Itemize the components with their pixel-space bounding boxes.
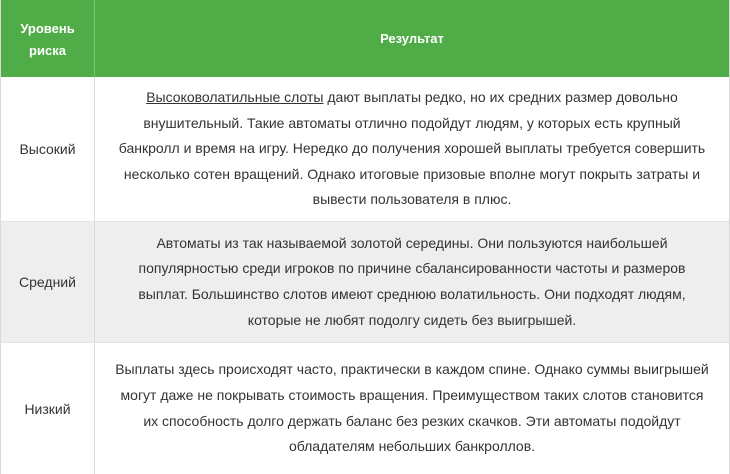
risk-level-cell	[1, 222, 95, 342]
result-text: Автоматы из так называемой золотой середины. Они пользуются наибольшей популярностью среди игроков по причине сбалансированности частоты и размеров выплат. Большинство слотов имеют среднюю волатильность. Они подходят людям, которые не любят подолгу сидеть без выигрышей.	[138, 234, 686, 328]
header-risk-level-label: Уровень риска	[20, 20, 75, 58]
header-result	[95, 0, 729, 77]
result-text: Выплаты здесь происходят часто, практически в каждом спине. Однако суммы выигрышей могут даже не покрывать стоимость вращения. Преимуществом таких слотов становится их способность долго держать баланс без резких скачков. Эти автоматы подойдут обладателям небольших банкроллов.	[115, 361, 709, 455]
risk-level-cell	[1, 77, 95, 221]
table-row	[1, 77, 729, 222]
result-text-body: дают выплаты редко, но их средних размер довольно внушительный. Такие автоматы отлично подойдут людям, у которых есть крупный банкролл и время на игру. Нередко до получения хорошей выплаты требуется совершить несколько сотен вращений. Однако итоговые призовые вполне могут покрыть затраты и вывести пользователя в плюс.	[118, 89, 706, 208]
table-row	[1, 343, 729, 474]
table-row	[1, 222, 729, 343]
header-result-label: Результат	[380, 30, 444, 46]
result-cell	[95, 77, 729, 221]
table-header-row	[1, 0, 729, 77]
header-risk-level	[1, 0, 95, 77]
risk-level-label: Средний	[19, 274, 76, 290]
result-text	[117, 85, 707, 213]
risk-level-cell	[1, 343, 95, 474]
high-volatility-slots-link[interactable]: Высоковолатильные слоты	[146, 89, 324, 106]
risk-level-label: Высокий	[19, 141, 76, 157]
result-cell	[95, 222, 729, 342]
result-cell	[95, 343, 729, 474]
risk-level-label: Низкий	[24, 400, 71, 417]
